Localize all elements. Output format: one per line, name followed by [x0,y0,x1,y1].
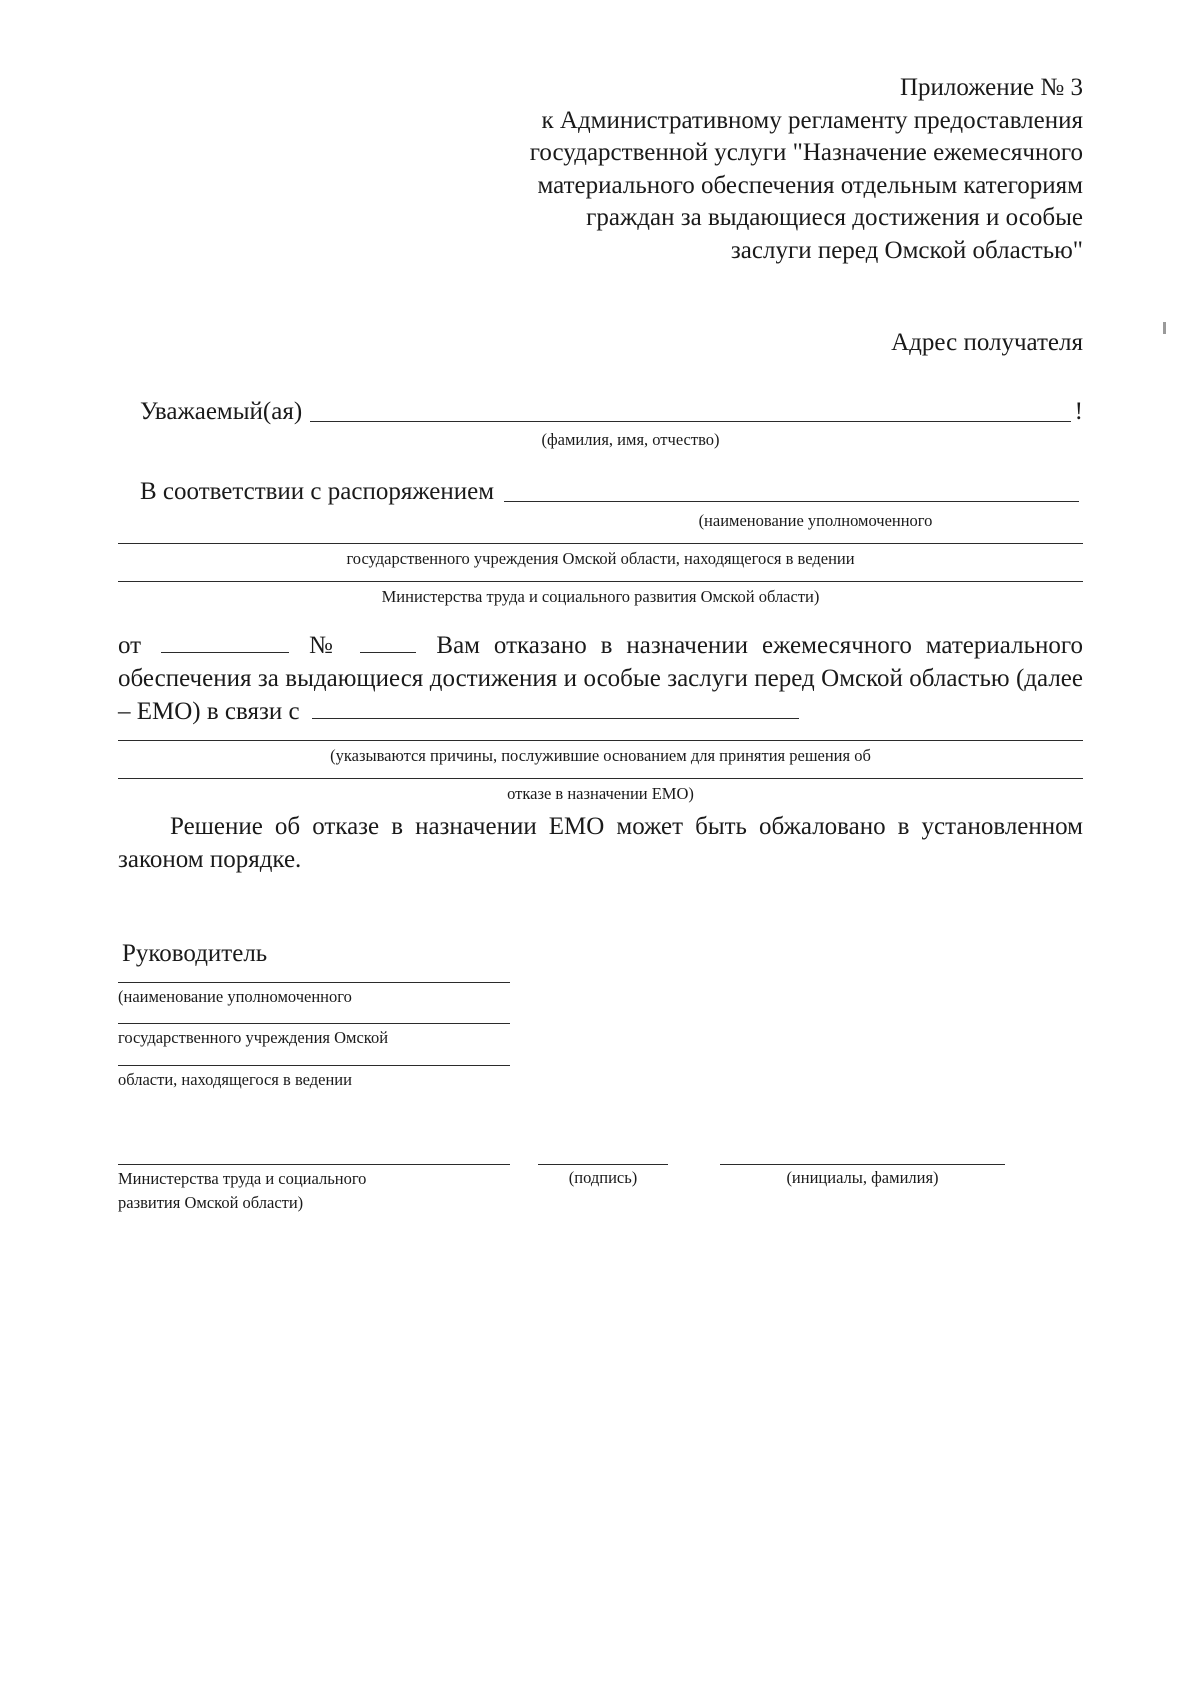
appendix-header-line-3: государственной услуги "Назначение ежемесячного [529,139,1083,166]
order-caption-3: Министерства труда и социального развития Омской области) [381,586,820,606]
refusal-from-label: от [118,631,142,659]
appendix-header-line-1: Приложение № 3 [899,74,1083,101]
scan-artifact-mark [1163,322,1166,334]
head-label: Руководитель [122,939,268,967]
signature-gap-2 [118,1049,510,1065]
appendix-header [438,72,1083,267]
signature-org-col [118,1164,510,1214]
refusal-reason-field[interactable] [312,700,799,719]
order-label: В соответствии с распоряжением [140,477,495,505]
signature-org-block [118,982,510,1090]
greeting-row [118,397,1083,426]
signature-org-line-1: (наименование уполномоченного [118,982,510,1007]
refusal-caption-1: (указываются причины, послужившие основанием для принятия решения об [330,745,871,765]
refusal-body-text: Вам отказано в назначении ежемесячного материального обеспечения за выдающиеся достижения и особые заслуги перед Омской областью (далее – ЕМО) в связи с [118,631,1083,725]
signature-sign-caption: (подпись) [568,1167,638,1187]
signature-name-col[interactable] [720,1164,1005,1214]
signature-sign-col[interactable] [538,1164,668,1214]
greeting-label: Уважаемый(ая) [140,398,303,425]
appeal-paragraph: Решение об отказе в назначении ЕМО может быть обжаловано в установленном законом порядке. [118,812,1083,873]
signature-org-line-4: Министерства труда и социального [118,1168,367,1188]
order-caption-1: (наименование уполномоченного [698,510,933,530]
order-authority-line-2[interactable] [118,543,1083,544]
refusal-number-label: № [308,631,341,659]
order-authority-field[interactable] [504,477,1079,502]
refusal-paragraph [118,629,1083,728]
signature-org-line-3: области, находящегося в ведении [118,1065,510,1090]
refusal-reason-line-3[interactable] [118,778,1083,779]
addressee-label: Адрес получателя [891,329,1083,356]
signature-org-line-2: государственного учреждения Омской [118,1023,510,1048]
appendix-header-line-6: заслуги перед Омской областью" [730,236,1083,264]
signature-gap-1 [118,1007,510,1023]
order-caption-2: государственного учреждения Омской области, находящегося в ведении [346,548,855,568]
order-date-field[interactable] [161,632,289,653]
greeting-exclamation: ! [1074,398,1083,425]
appendix-header-line-5: граждан за выдающиеся достижения и особые [586,204,1083,231]
appendix-header-line-2: к Административному регламенту предоставления [541,106,1083,134]
signature-org-line-5: развития Омской области) [118,1193,304,1213]
order-row [118,477,1083,506]
refusal-caption-2: отказе в назначении ЕМО) [507,783,694,803]
recipient-name-caption: (фамилия, имя, отчество) [541,430,720,449]
recipient-name-field[interactable] [310,397,1071,422]
signature-bottom-row [118,1164,1083,1214]
signature-name-caption: (инициалы, фамилия) [786,1167,939,1187]
order-authority-line-3[interactable] [118,581,1083,582]
signature-area [118,982,1083,1213]
appendix-header-line-4: материального обеспечения отдельным категориям [537,171,1083,199]
refusal-reason-line-2[interactable] [118,740,1083,741]
order-number-field[interactable] [360,632,416,653]
document-content [118,72,1083,1213]
